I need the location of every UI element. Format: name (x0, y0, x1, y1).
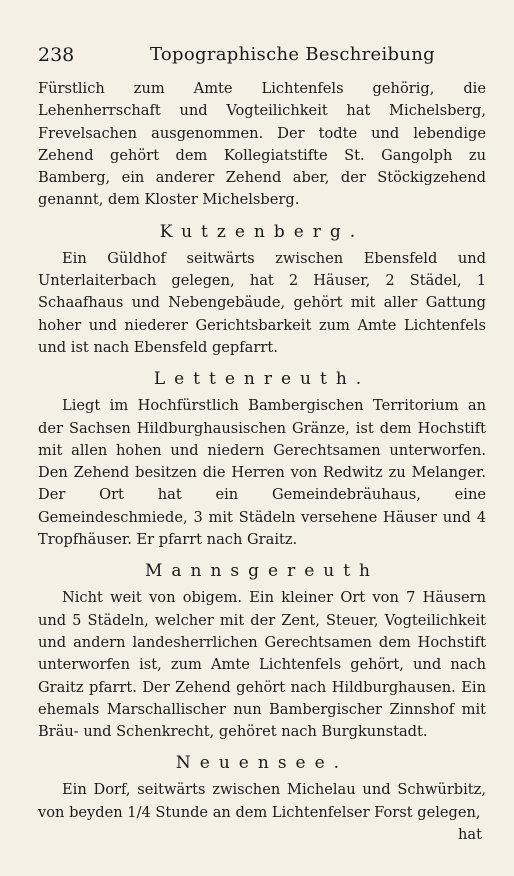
page-number: 238 (38, 44, 75, 66)
heading-lettenreuth: Lettenreuth. (153, 369, 371, 390)
running-head (38, 44, 486, 78)
heading-mannsgereuth: Mannsgereuth (144, 561, 380, 582)
running-title: Topographische Beschreibung (150, 44, 435, 65)
paragraph-continued: Fürstlich zum Amte Lichtenfels gehörig, die Lehenherrschaft und Vogteilichkeit hat Michelsberg, Frevelsachen ausgenommen. Der todte und lebendige Zehend gehört dem Kollegiatstifte St. Gangolph zu Bamberg, ein anderer Zehend aber, der Stöckigzehend genannt, dem Kloster Michelsberg. (38, 80, 486, 209)
heading-neuensee: Neuensee. (175, 753, 349, 774)
paragraph-kutzenberg: Ein Güldhof seitwärts zwischen Ebensfeld und Unterlaiterbach gelegen, hat 2 Häuser, 2 Städel, 1 Schaafhaus und Nebengebäude, gehört mit aller Gattung hoher und niederer Gerichtsbarkeit zum Amte Lichtenfels und ist nach Ebensfeld gepfarrt. (38, 249, 486, 356)
heading-kutzenberg: Kutzenberg. (159, 221, 365, 242)
catchword: hat (458, 826, 482, 844)
paragraph-neuensee: Ein Dorf, seitwärts zwischen Michelau und Schwürbitz, von beyden 1/4 Stunde an dem Lichtenfelser Forst gelegen, (38, 781, 486, 821)
paragraph-mannsgereuth: Nicht weit von obigem. Ein kleiner Ort von 7 Häusern und 5 Städeln, welcher mit der Zent, Steuer, Vogteilichkeit und andern landesherrlichen Gerechtsamen dem Hochstift unterworfen ist, zum Amte Lichtenfels gehört, und nach Graitz pfarrt. Der Zehend gehört nach Hildburghausen. Ein ehemals Marschallischer nun Bambergischer Zinnshof mit Bräu- und Schenkrecht, gehöret nach Burgkunstadt. (38, 589, 486, 741)
body-text (38, 78, 486, 846)
paragraph-lettenreuth: Liegt im Hochfürstlich Bambergischen Territorium an der Sachsen Hildburghausischen Gränze, ist dem Hochstift mit allen hohen und niedern Gerechtsamen unterworfen. Den Zehend besitzen die Herren von Redwitz zu Melanger. Der Ort hat ein Gemeindebräuhaus, eine Gemeindeschmiede, 3 mit Städeln versehene Häuser und 4 Tropfhäuser. Er pfarrt nach Graitz. (38, 397, 486, 549)
